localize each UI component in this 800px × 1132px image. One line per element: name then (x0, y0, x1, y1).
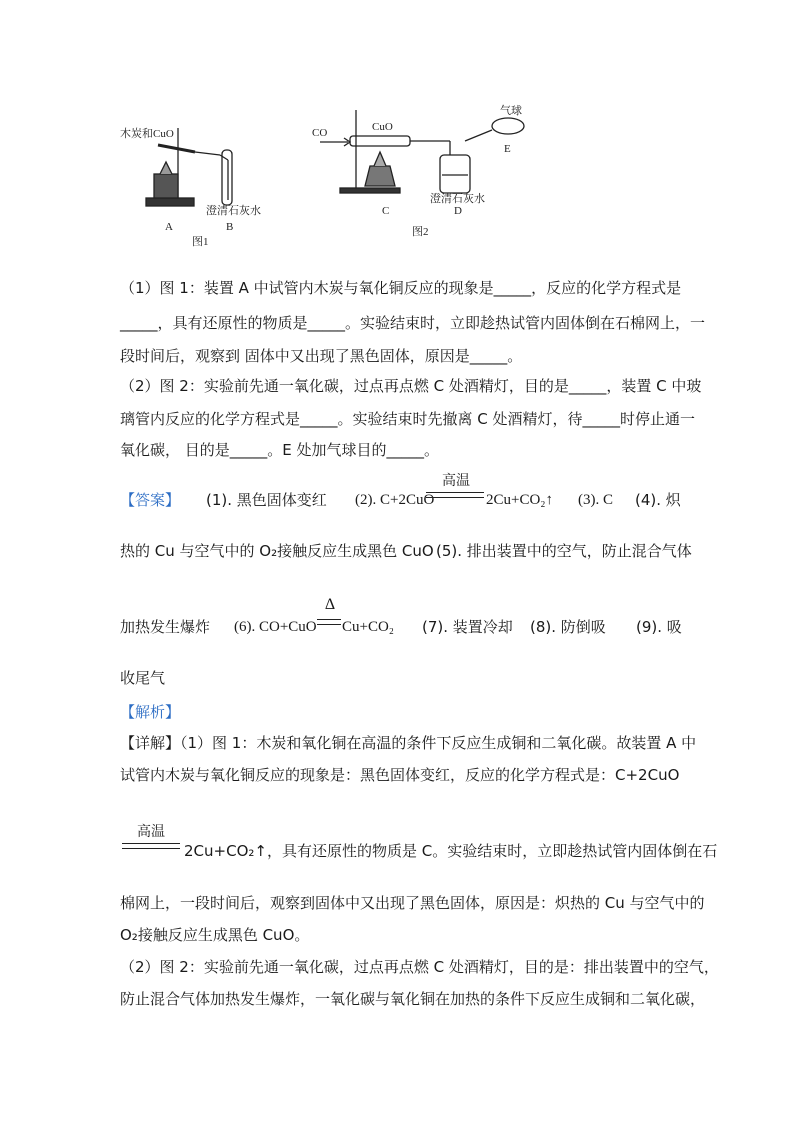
analysis-line-4: 棉网上，一段时间后，观察到固体中又出现了黑色固体，原因是：炽热的 Cu 与空气中的 (120, 894, 705, 912)
fig2-caption: 图2 (412, 226, 429, 238)
figure-2-apparatus (320, 110, 524, 193)
answer-5-rest: 加热发生爆炸 (120, 618, 211, 636)
answer-6-prefix: (6). CO+CuO (234, 619, 317, 635)
answer-4-rest: 热的 Cu 与空气中的 O₂接触反应生成黑色 CuO (120, 542, 434, 560)
analysis-line-3-text: 2Cu+CO₂↑，具有还原性的物质是 C。实验结束时，立即趁热试管内固体倒在石 (184, 842, 718, 860)
fig1-limewater-label: 澄清石灰水 (206, 205, 261, 217)
q2-line-1: （2）图 2：实验前先通一氧化碳，过点再点燃 C 处酒精灯，目的是_____，装置 C 中玻 (120, 377, 702, 395)
fig2-cuo-label: CuO (372, 121, 393, 133)
fig2-co-label: CO (312, 127, 328, 139)
answer-2-equals-bar (426, 492, 484, 498)
answer-2-prefix: (2). C+2CuO (355, 492, 435, 508)
fig1-label-b: B (226, 221, 234, 233)
apparatus-figure (120, 100, 540, 250)
answer-2-condition: 高温 (442, 474, 470, 489)
answer-6-equals-bar (317, 619, 341, 625)
answer-8: (8). 防倒吸 (530, 618, 606, 636)
fig2-limewater-label: 澄清石灰水 (430, 193, 485, 205)
answer-tag: 【答案】 (120, 491, 181, 509)
answer-6-suffix: Cu+CO₂ (342, 619, 395, 635)
answer-line-2 (120, 541, 692, 561)
q2-line-3: 氧化碳， 目的是_____。E 处加气球目的_____。 (120, 441, 440, 459)
q1-line-1: （1）图 1：装置 A 中试管内木炭与氧化铜反应的现象是_____，反应的化学方程式是 (120, 279, 682, 297)
analysis-eq-condition: 高温 (137, 825, 165, 840)
answer-3: (3). C (578, 492, 613, 508)
answer-7: (7). 装置冷却 (422, 618, 513, 636)
fig1-label-a: A (165, 221, 173, 233)
analysis-line-7: 防止混合气体加热发生爆炸，一氧化碳与氧化铜在加热的条件下反应生成铜和二氧化碳， (120, 990, 706, 1008)
answer-line-3 (120, 596, 682, 647)
analysis-line-5: O₂接触反应生成黑色 CuO。 (120, 926, 310, 944)
q1-line-2: _____，具有还原性的物质是_____。实验结束时，立即趁热试管内固体倒在石棉网上，一 (120, 314, 706, 332)
answer-9-start: (9). 吸 (636, 618, 682, 636)
answer-line-1 (120, 474, 681, 520)
answer-5: (5). 排出装置中的空气，防止混合气体 (436, 542, 692, 560)
analysis-line-2: 试管内木炭与氧化铜反应的现象是：黑色固体变红，反应的化学方程式是：C+2CuO (120, 766, 680, 784)
answer-6-condition: Δ (324, 596, 336, 613)
fig1-caption: 图1 (192, 236, 209, 248)
analysis-eq-bar (122, 843, 180, 849)
q2-line-2: 璃管内反应的化学方程式是_____。实验结束时先撤离 C 处酒精灯，待_____时停止通一 (120, 410, 696, 428)
analysis-tag: 【解析】 (120, 703, 181, 721)
q1-line-3: 段时间后，观察到 固体中又出现了黑色固体，原因是_____。 (120, 347, 523, 365)
analysis-line-1: 【详解】（1）图 1：木炭和氧化铜在高温的条件下反应生成铜和二氧化碳。故装置 A 中 (120, 734, 697, 752)
answer-2-suffix: 2Cu+CO₂↑ (486, 492, 554, 508)
analysis-line-3 (120, 825, 718, 871)
fig2-balloon-label: 气球 (500, 105, 522, 117)
answer-1: (1). 黑色固体变红 (206, 491, 327, 509)
fig2-label-c: C (382, 205, 390, 217)
fig2-label-e: E (504, 143, 511, 155)
answer-4-start: (4). 炽 (635, 491, 681, 509)
fig1-charcoal-label: 木炭和CuO (120, 128, 174, 140)
answer-line-4: 收尾气 (120, 669, 166, 687)
analysis-line-6: （2）图 2：实验前先通一氧化碳，过点再点燃 C 处酒精灯，目的是：排出装置中的空气， (120, 958, 719, 976)
fig2-label-d: D (454, 205, 462, 217)
